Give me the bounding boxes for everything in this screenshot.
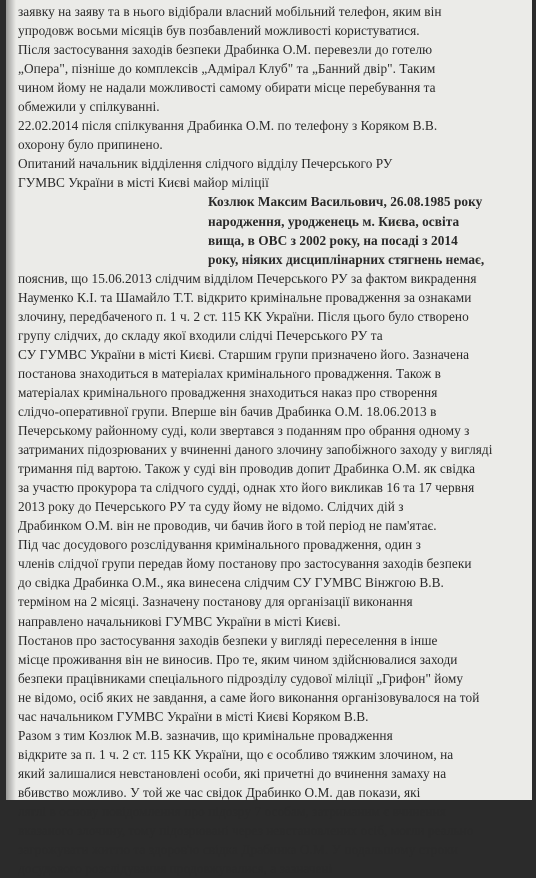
person-header-line: вища, в ОВС з 2002 року, на посаді з 2014	[208, 232, 458, 248]
person-header-line: року, ніяких дисциплінарних стягнень немає,	[208, 251, 485, 267]
text-line: групу слідчих, до складу якої входили слідчі Печерського РУ та	[18, 327, 383, 343]
text-line: безпеки працівниками спеціального підрозділу судової міліції „Грифон" йому	[18, 670, 464, 686]
text-line: охорону було припинено.	[18, 137, 163, 153]
text-line: Опитаний начальник відділення слідчого відділу Печерського РУ	[18, 156, 393, 172]
text-line: заявку на заяву та в нього відібрали власний мобільний телефон, яким він	[18, 4, 442, 19]
text-line: Під час досудового розслідування кримінального провадження, один з	[18, 537, 421, 553]
text-line: місце проживання він не виносив. Про те, яким чином здійснювалися заходи	[18, 651, 458, 667]
text-line: 22.02.2014 після спілкування Драбинка О.М. по телефону з Коряком В.В.	[18, 118, 438, 134]
text-line: до свідка Драбинка О.М., яка винесена слідчим СУ ГУМВС Вінжгою В.В.	[18, 575, 444, 591]
person-header-line: народження, уродженець м. Києва, освіта	[208, 213, 460, 229]
text-line: „Опера", пізніше до комплексів „Адмірал Клуб" та „Банний двір". Таким	[18, 61, 436, 77]
text-line: вбивство можливо. У той же час свідок Драбинко О.М. дав покази, які	[18, 784, 421, 800]
text-line: досудового розслідування продовжувалися, а зазначені	[18, 861, 333, 877]
text-line: ГУМВС України в місті Києві майор міліції	[18, 175, 269, 191]
text-line: матеріалах кримінального провадження знаходиться наказ про створення	[18, 384, 438, 400]
text-line: 2013 року до Печерського РУ та суду йому не відомо. Слідчих дій з	[18, 499, 404, 515]
text-line: СУ ГУМВС України в місті Києві. Старшим групи призначено його. Зазначена	[18, 346, 470, 362]
text-line: Печерському районному суді, коли звертався з поданням про обрання одному з	[18, 423, 470, 439]
text-line: чином йому не надали можливості самому обирати місце перебування та	[18, 80, 436, 96]
document-text	[18, 2, 530, 878]
text-line: не відомо, осіб яких не завдання, а саме його виконання організовувалося на той	[18, 689, 480, 705]
text-line: Разом з тим Козлюк М.В. зазначив, що кримінальне провадження	[18, 727, 393, 743]
person-header-line: Козлюк Максим Васильович, 26.08.1985 року	[208, 194, 483, 210]
text-line: вказаного злочину, тому підозрювані через невстановлених осіб, могли реально	[18, 823, 474, 839]
scanned-document-page	[6, 0, 532, 877]
page-edge-shadow	[6, 0, 16, 800]
text-line: терміном на 2 місяці. Зазначену постанову для організації виконання	[18, 594, 413, 610]
text-line: затриманих підозрюваних у вчиненні даного злочину запобіжного заходу у вигляді	[18, 442, 493, 458]
text-line: Після застосування заходів безпеки Драбинка О.М. перевезли до готелю	[18, 42, 433, 58]
text-line: обмежили у спілкуванні.	[18, 99, 160, 115]
text-line: членів слідчої групи передав йому постанову про застосування заходів безпеки	[18, 556, 472, 572]
text-line: загрожувати життю та здоров'ю свідка Драбинка О.М. У подальшому строки	[18, 842, 458, 858]
text-line: постанова знаходиться в матеріалах кримінального провадження. Також в	[18, 365, 441, 381]
text-line: Постанов про застосування заходів безпеки у вигляді переселення в інше	[18, 632, 438, 648]
text-line: за участю прокурора та слідчого судді, однак хто його викликав 16 та 17 червня	[18, 480, 475, 496]
text-line: слідчо-оперативної групи. Вперше він бачив Драбинка О.М. 18.06.2013 в	[18, 403, 437, 419]
text-line: який залишалися невстановлені особи, які причетні до вчинення замаху на	[18, 765, 447, 781]
text-line: злочину, передбаченого п. 1 ч. 2 ст. 115 КК України. Після цього було створено	[18, 308, 469, 324]
text-line: тримання під вартою. Також у суді він проводив допит Драбинка О.М. як свідка	[18, 461, 476, 477]
text-line: направлено начальникові ГУМВС України в місті Києві.	[18, 613, 341, 629]
text-line: упродовж восьми місяців був позбавлений можливості користуватися.	[18, 23, 420, 39]
text-line: пояснив, що 15.06.2013 слідчим відділом Печерського РУ за фактом викрадення	[18, 270, 477, 286]
text-line: ляглі в основу повідомлення про підозру 7 особам, затриманим є вчинення	[18, 803, 446, 819]
text-line: час начальником ГУМВС України в місті Києві Коряком В.В.	[18, 708, 369, 724]
text-line: відкрите за п. 1 ч. 2 ст. 115 КК України, що є особливо тяжким злочином, на	[18, 746, 454, 762]
text-line: Науменко К.І. та Шамайло Т.Т. відкрито кримінальне провадження за ознаками	[18, 289, 472, 305]
text-line: Драбинком О.М. він не проводив, чи бачив його в той період не пам'ятає.	[18, 518, 437, 534]
